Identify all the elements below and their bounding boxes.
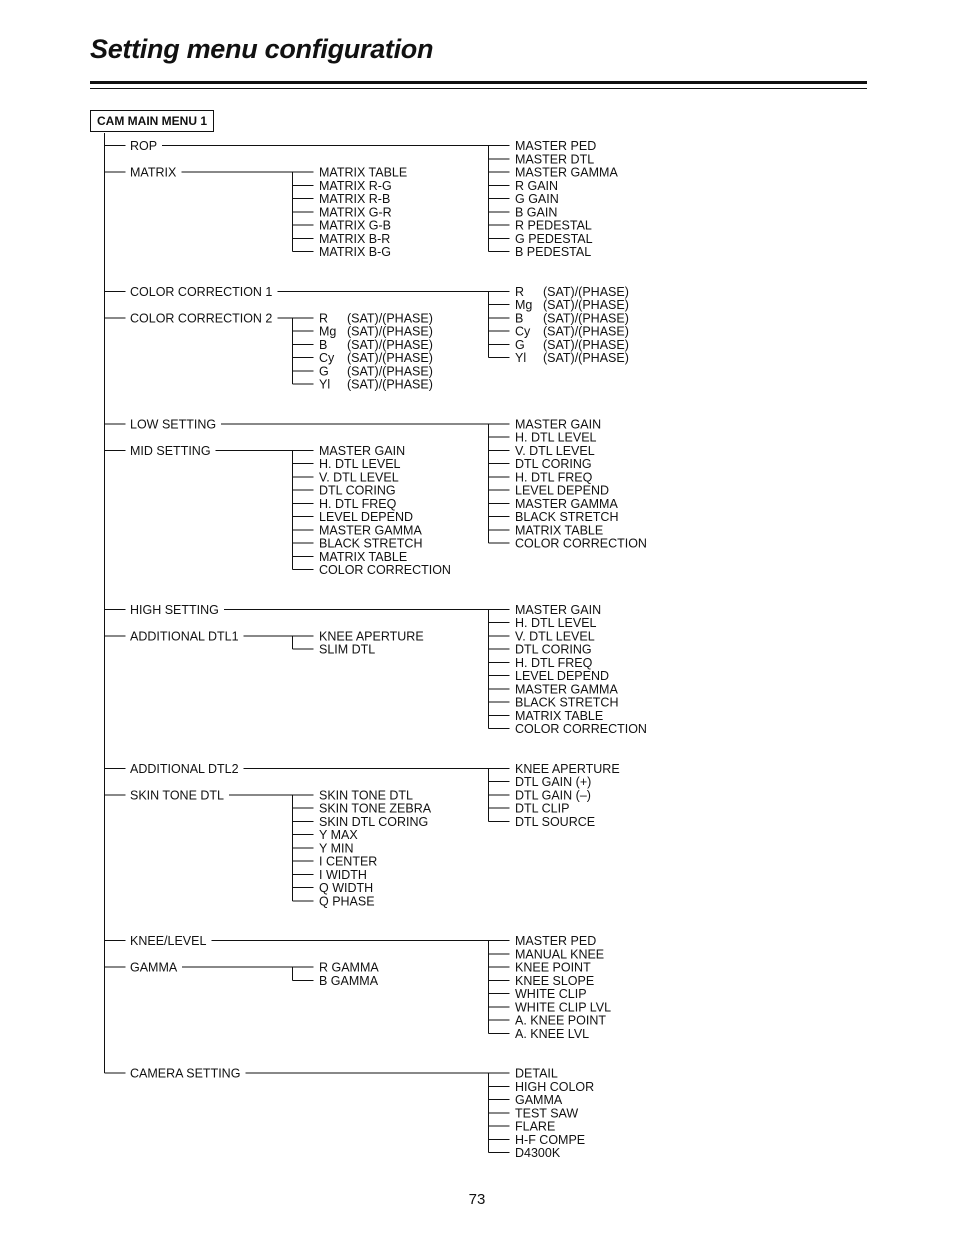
submenu-item-label: MATRIX R-B — [319, 192, 391, 206]
submenu-item-key: B — [319, 337, 328, 352]
submenu-item-label: A. KNEE POINT — [515, 1013, 606, 1028]
submenu-item-label: COLOR CORRECTION — [319, 563, 451, 577]
submenu-item-label: MATRIX TABLE — [319, 165, 408, 180]
submenu-item-label: B PEDESTAL — [515, 245, 592, 259]
submenu-item-label: KNEE POINT — [515, 960, 591, 975]
submenu-item-label: B GAMMA — [319, 973, 379, 988]
submenu-item-label: DTL GAIN (–) — [515, 788, 591, 803]
submenu-item-label: R PEDESTAL — [515, 218, 592, 233]
submenu-item-label: H. DTL LEVEL — [515, 616, 597, 630]
submenu-item-label: LEVEL DEPEND — [319, 510, 414, 524]
submenu-item-label: MASTER DTL — [515, 152, 595, 167]
submenu-item-key: Mg — [319, 324, 337, 339]
submenu-item-label: H. DTL FREQ — [515, 470, 593, 485]
submenu-item-label: DTL CORING — [319, 483, 396, 498]
submenu-item-label: H. DTL FREQ — [515, 655, 593, 670]
submenu-item-label: R GAMMA — [319, 960, 379, 975]
submenu-item-label: H-F COMPE — [515, 1132, 586, 1147]
menu-item-label: KNEE/LEVEL — [130, 934, 207, 948]
submenu-item-label: (SAT)/(PHASE) — [543, 298, 629, 312]
submenu-item-label: MATRIX B-G — [319, 245, 391, 259]
submenu-item-label: DTL CLIP — [515, 801, 570, 816]
submenu-item-label: (SAT)/(PHASE) — [543, 311, 629, 326]
submenu-item-label: I WIDTH — [319, 867, 367, 882]
submenu-item-label: COLOR CORRECTION — [515, 722, 647, 736]
submenu-item-label: H. DTL LEVEL — [515, 430, 597, 445]
submenu-item-label: (SAT)/(PHASE) — [347, 337, 433, 352]
submenu-item-label: R GAIN — [515, 178, 559, 193]
menu-item-label: SKIN TONE DTL — [130, 788, 225, 803]
submenu-item-label: V. DTL LEVEL — [515, 629, 595, 644]
submenu-item-label: DETAIL — [515, 1066, 558, 1081]
submenu-item-key: Yl — [515, 351, 527, 365]
submenu-item-label: H. DTL FREQ — [319, 496, 397, 511]
menu-item-label: MID SETTING — [130, 443, 211, 458]
submenu-item-label: SLIM DTL — [319, 642, 376, 657]
submenu-item-key: G — [515, 337, 525, 352]
submenu-item-label: G GAIN — [515, 192, 559, 206]
submenu-item-label: GAMMA — [515, 1093, 563, 1107]
submenu-item-label: MASTER GAIN — [515, 602, 602, 617]
submenu-item-label: (SAT)/(PHASE) — [347, 324, 433, 339]
menu-item-label: GAMMA — [130, 960, 178, 975]
submenu-item-label: LEVEL DEPEND — [515, 669, 610, 683]
menu-item-label: ROP — [130, 139, 158, 153]
submenu-item-label: MASTER GAIN — [319, 443, 406, 458]
submenu-item-label: D4300K — [515, 1146, 561, 1160]
page-number: 73 — [468, 1191, 486, 1208]
submenu-item-label: HIGH COLOR — [515, 1079, 595, 1094]
submenu-item-label: (SAT)/(PHASE) — [347, 351, 433, 365]
submenu-item-label: G PEDESTAL — [515, 231, 593, 246]
submenu-item-label: MASTER PED — [515, 934, 597, 948]
submenu-item-label: MATRIX TABLE — [319, 549, 408, 564]
submenu-item-label: (SAT)/(PHASE) — [543, 337, 629, 352]
submenu-item-label: DTL SOURCE — [515, 814, 596, 829]
submenu-item-label: WHITE CLIP — [515, 987, 587, 1001]
submenu-item-label: V. DTL LEVEL — [515, 443, 595, 458]
submenu-item-key: Yl — [319, 377, 331, 392]
submenu-item-label: (SAT)/(PHASE) — [543, 284, 629, 299]
submenu-item-label: (SAT)/(PHASE) — [543, 324, 629, 339]
submenu-item-label: MASTER GAMMA — [515, 165, 618, 180]
submenu-item-label: SKIN TONE ZEBRA — [319, 801, 432, 816]
submenu-item-key: G — [319, 364, 329, 379]
submenu-item-label: MASTER GAIN — [515, 417, 602, 432]
submenu-item-label: Q PHASE — [319, 894, 375, 909]
submenu-item-label: Y MAX — [319, 828, 358, 842]
submenu-item-label: COLOR CORRECTION — [515, 536, 647, 551]
submenu-item-key: R — [515, 284, 525, 299]
submenu-item-label: MATRIX R-G — [319, 178, 392, 193]
submenu-item-label: H. DTL LEVEL — [319, 457, 401, 471]
menu-item-label: ADDITIONAL DTL2 — [130, 761, 239, 776]
submenu-item-label: (SAT)/(PHASE) — [347, 377, 433, 392]
submenu-item-label: FLARE — [515, 1119, 556, 1134]
menu-item-label: COLOR CORRECTION 1 — [130, 284, 273, 299]
submenu-item-label: BLACK STRETCH — [515, 695, 619, 710]
menu-item-label: HIGH SETTING — [130, 602, 219, 617]
menu-item-label: CAMERA SETTING — [130, 1066, 241, 1081]
submenu-item-label: MATRIX TABLE — [515, 708, 604, 723]
submenu-item-label: I CENTER — [319, 854, 378, 869]
submenu-item-key: Cy — [515, 324, 531, 339]
submenu-item-label: BLACK STRETCH — [515, 510, 619, 524]
submenu-item-label: MASTER PED — [515, 139, 597, 153]
submenu-item-label: (SAT)/(PHASE) — [347, 311, 433, 326]
submenu-item-key: Cy — [319, 351, 335, 365]
submenu-item-label: WHITE CLIP LVL — [515, 1000, 612, 1015]
page-title: Setting menu configuration — [90, 34, 434, 64]
submenu-item-label: MASTER GAMMA — [515, 682, 618, 697]
submenu-item-label: SKIN TONE DTL — [319, 788, 414, 803]
submenu-item-label: MASTER GAMMA — [319, 523, 422, 538]
submenu-item-label: A. KNEE LVL — [515, 1026, 590, 1041]
submenu-item-key: Mg — [515, 298, 533, 312]
submenu-item-label: Q WIDTH — [319, 881, 374, 895]
submenu-item-label: KNEE APERTURE — [515, 761, 620, 776]
submenu-item-label: B GAIN — [515, 205, 558, 220]
submenu-item-label: MATRIX G-R — [319, 205, 392, 220]
submenu-item-label: (SAT)/(PHASE) — [543, 351, 629, 365]
submenu-item-label: DTL GAIN (+) — [515, 775, 592, 789]
submenu-item-label: MASTER GAMMA — [515, 496, 618, 511]
submenu-item-label: TEST SAW — [515, 1106, 579, 1121]
submenu-item-label: (SAT)/(PHASE) — [347, 364, 433, 379]
menu-item-label: COLOR CORRECTION 2 — [130, 311, 273, 326]
submenu-item-key: R — [319, 311, 329, 326]
submenu-item-label: SKIN DTL CORING — [319, 814, 429, 829]
menu-item-label: LOW SETTING — [130, 417, 217, 432]
submenu-item-label: KNEE SLOPE — [515, 973, 595, 988]
submenu-item-label: KNEE APERTURE — [319, 629, 424, 644]
submenu-item-label: BLACK STRETCH — [319, 536, 423, 551]
submenu-item-label: DTL CORING — [515, 457, 592, 471]
menu-item-label: ADDITIONAL DTL1 — [130, 629, 239, 644]
submenu-item-label: Y MIN — [319, 841, 354, 856]
submenu-item-label: MATRIX TABLE — [515, 523, 604, 538]
submenu-item-label: V. DTL LEVEL — [319, 470, 399, 485]
submenu-item-label: MANUAL KNEE — [515, 947, 605, 962]
root-menu-box: CAM MAIN MENU 1 — [90, 110, 214, 132]
submenu-item-label: DTL CORING — [515, 642, 592, 657]
submenu-item-label: MATRIX G-B — [319, 218, 391, 233]
submenu-item-label: LEVEL DEPEND — [515, 483, 610, 498]
submenu-item-label: MATRIX B-R — [319, 231, 391, 246]
submenu-item-key: B — [515, 311, 524, 326]
menu-item-label: MATRIX — [130, 165, 177, 180]
